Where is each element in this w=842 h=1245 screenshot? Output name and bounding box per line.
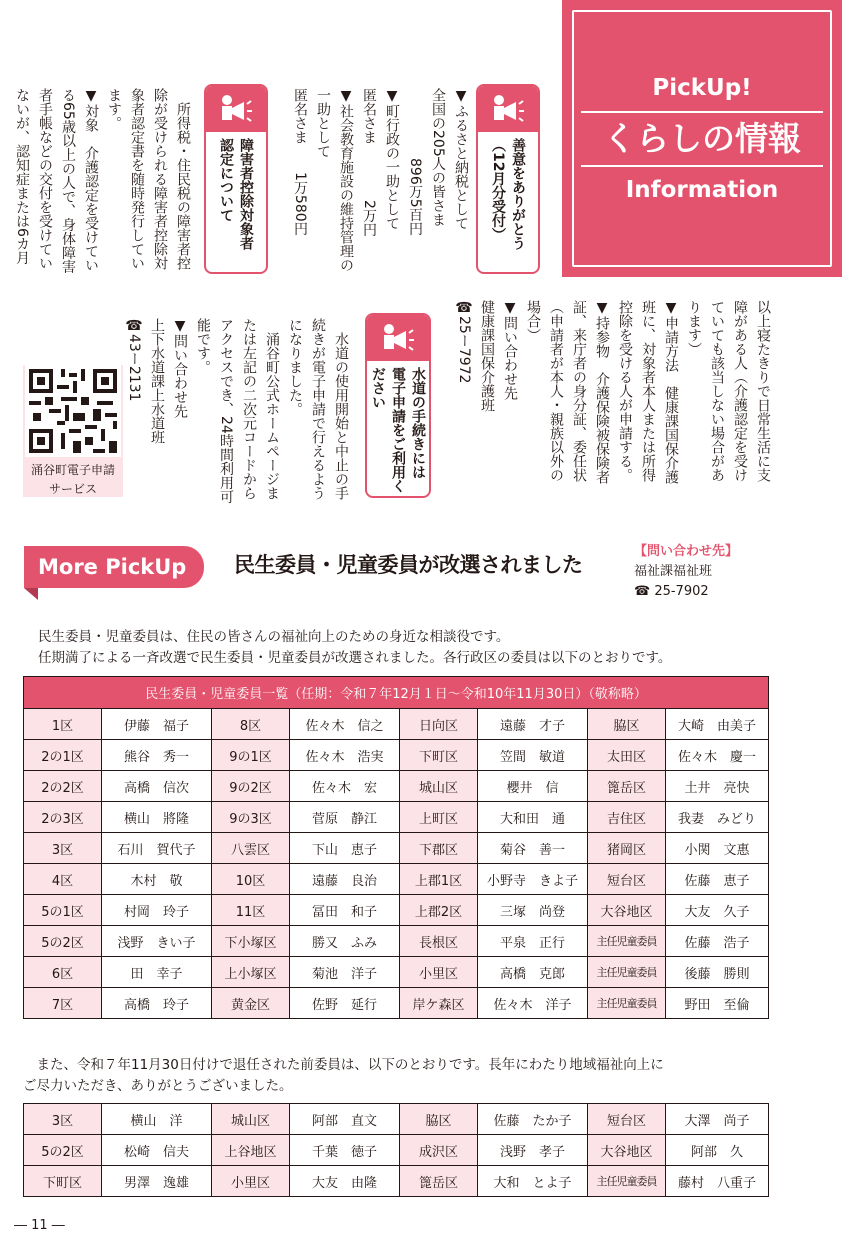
district-cell: 5の1区 [24, 895, 102, 926]
member-name-cell: 三塚 尚登 [478, 895, 588, 926]
member-name-cell: 遠藤 良治 [290, 864, 400, 895]
district-cell: 下町区 [24, 1166, 102, 1197]
member-name-cell: 平泉 正行 [478, 926, 588, 957]
table-row [24, 709, 769, 740]
disability-body: 所得税・住民税の障害者控 除が受けられる障害者控除対 象者認定書を随時発行してい ます。 ▼対象 介護認定を受けてい る65歳以上の人で、身体障害 者手帳などの交付を受けてい ないが、認知症または6カ月 [14, 88, 191, 274]
intro-line-1: 民生委員・児童委員は、住民の皆さんの福祉向上のための身近な相談役です。 [38, 629, 510, 645]
member-name-cell: 藤村 八重子 [666, 1166, 769, 1197]
member-name-cell: 野田 至倫 [666, 988, 769, 1019]
qr-code-block[interactable] [23, 365, 123, 497]
water-heading-box [365, 313, 431, 498]
water-body: 水道の使用開始と中止の手 続きが電子申請で行えるよう になりました。 涌谷町公式ホームページま たは左記の二次元コードから アクセスでき、24時間利用可 能です。 ▼問い合わせ先 上下水道課上水道班 ☎43ー2131 [126, 318, 349, 504]
donation-title: 善意をありがとう （12月分受付） [490, 138, 526, 250]
district-cell: 猪岡区 [588, 833, 666, 864]
member-name-cell: 高橋 玲子 [102, 988, 212, 1019]
district-cell: 上小塚区 [212, 957, 290, 988]
district-cell: 長根区 [400, 926, 478, 957]
member-name-cell: 阿部 久 [666, 1135, 769, 1166]
member-name-cell: 松崎 信夫 [102, 1135, 212, 1166]
table-row [24, 1135, 769, 1166]
donation-heading-box [476, 84, 540, 274]
page-number: ― 11 ― [14, 1218, 65, 1233]
district-cell: 大谷地区 [588, 1135, 666, 1166]
district-cell: 1区 [24, 709, 102, 740]
district-cell: 小里区 [400, 957, 478, 988]
member-name-cell: 千葉 徳子 [290, 1135, 400, 1166]
district-cell: 3区 [24, 1104, 102, 1135]
district-cell: 2の1区 [24, 740, 102, 771]
table-row [24, 1166, 769, 1197]
member-name-cell: 大和田 通 [478, 802, 588, 833]
disability-title: 障害者控除対象者 認定について [218, 138, 254, 250]
district-cell: 6区 [24, 957, 102, 988]
district-cell: 7区 [24, 988, 102, 1019]
more-pickup-badge: More PickUp [24, 546, 204, 588]
member-name-cell: 男澤 逸雄 [102, 1166, 212, 1197]
megaphone-icon [206, 86, 266, 132]
member-name-cell: 佐々木 浩実 [290, 740, 400, 771]
district-cell: 上郡2区 [400, 895, 478, 926]
disability-heading-box [204, 84, 268, 274]
table-row [24, 926, 769, 957]
district-cell: 5の2区 [24, 926, 102, 957]
intro-line-2: 任期満了による一斉改選で民生委員・児童委員が改選されました。各行政区の委員は以下のとおりです。 [38, 650, 672, 666]
district-cell: 城山区 [212, 1104, 290, 1135]
member-name-cell: 笠間 敏道 [478, 740, 588, 771]
district-cell: 上町区 [400, 802, 478, 833]
outro-line-1: また、令和７年11月30日付けで退任された前委員は、以下のとおりです。長年にわたり地域福祉向上に [23, 1057, 664, 1073]
member-name-cell: 熊谷 秀一 [102, 740, 212, 771]
district-cell: 9の3区 [212, 802, 290, 833]
inquiry-heading: 【問い合わせ先】 [634, 544, 739, 559]
table-row [24, 988, 769, 1019]
district-cell: 太田区 [588, 740, 666, 771]
member-name-cell: 高橋 克郎 [478, 957, 588, 988]
member-name-cell: 佐藤 浩子 [666, 926, 769, 957]
district-cell: 主任児童委員 [588, 957, 666, 988]
qr-caption: 涌谷町電子申請 サービス [30, 463, 115, 496]
table-row [24, 957, 769, 988]
megaphone-icon [367, 315, 429, 361]
member-name-cell: 横山 洋 [102, 1104, 212, 1135]
table-caption-row [24, 677, 769, 709]
member-name-cell: 小野寺 きよ子 [478, 864, 588, 895]
member-name-cell: 菊谷 善一 [478, 833, 588, 864]
district-cell: 小里区 [212, 1166, 290, 1197]
district-cell: 2の2区 [24, 771, 102, 802]
district-cell: 主任児童委員 [588, 1166, 666, 1197]
member-name-cell: 田 幸子 [102, 957, 212, 988]
member-name-cell: 土井 亮快 [666, 771, 769, 802]
welfare-commissioner-table [23, 676, 769, 1019]
member-name-cell: 下山 恵子 [290, 833, 400, 864]
member-name-cell: 冨田 和子 [290, 895, 400, 926]
member-name-cell: 大崎 由美子 [666, 709, 769, 740]
disability-body-continued: 以上寝たきりで日常生活に支 障がある人（介護認定を受け ていても該当しない場合があ ります） ▼申請方法 健康課国保介護 班に、対象者本人または所得 控除を受ける人が申請する。 ▼持参物 介護保険被保険者 証、来庁者の身分証、委任状 （申請者が本人・親族以外の 場合） ▼問い合わせ先 健康課国保介護班 ☎25ー7972 [456, 300, 771, 484]
member-name-cell: 大和 とよ子 [478, 1166, 588, 1197]
megaphone-icon [478, 86, 538, 132]
district-cell: 8区 [212, 709, 290, 740]
member-name-cell: 浅野 きい子 [102, 926, 212, 957]
district-cell: 上郡1区 [400, 864, 478, 895]
table-row [24, 833, 769, 864]
member-name-cell: 佐藤 恵子 [666, 864, 769, 895]
member-name-cell: 遠藤 才子 [478, 709, 588, 740]
former-commissioner-table-body [24, 1104, 769, 1197]
member-name-cell: 後藤 勝則 [666, 957, 769, 988]
welfare-commissioner-table-body [24, 677, 769, 1019]
district-cell: 9の1区 [212, 740, 290, 771]
member-name-cell: 佐藤 たか子 [478, 1104, 588, 1135]
table-row [24, 771, 769, 802]
district-cell: 9の2区 [212, 771, 290, 802]
outro-line-2: ご尽力いただき、ありがとうございました。 [23, 1078, 293, 1094]
water-title: 水道の手続きには 電子申請をご利用く ださい [370, 367, 426, 493]
district-cell: 城山区 [400, 771, 478, 802]
member-name-cell: 大友 由隆 [290, 1166, 400, 1197]
member-name-cell: 伊藤 福子 [102, 709, 212, 740]
district-cell: 短台区 [588, 864, 666, 895]
member-name-cell: 佐々木 宏 [290, 771, 400, 802]
district-cell: 10区 [212, 864, 290, 895]
table-row [24, 864, 769, 895]
table-row [24, 1104, 769, 1135]
member-name-cell: 佐野 延行 [290, 988, 400, 1019]
district-cell: 3区 [24, 833, 102, 864]
district-cell: 脇区 [588, 709, 666, 740]
member-name-cell: 櫻井 信 [478, 771, 588, 802]
member-name-cell: 木村 敬 [102, 864, 212, 895]
district-cell: 岸ケ森区 [400, 988, 478, 1019]
member-name-cell: 浅野 孝子 [478, 1135, 588, 1166]
district-cell: 大谷地区 [588, 895, 666, 926]
district-cell: 日向区 [400, 709, 478, 740]
kurashi-title: くらしの情報 [581, 111, 823, 167]
pickup-header [562, 0, 842, 277]
member-name-cell: 高橋 信次 [102, 771, 212, 802]
member-name-cell: 阿部 直文 [290, 1104, 400, 1135]
member-name-cell: 佐々木 洋子 [478, 988, 588, 1019]
member-name-cell: 大澤 尚子 [666, 1104, 769, 1135]
district-cell: 成沢区 [400, 1135, 478, 1166]
district-cell: 黄金区 [212, 988, 290, 1019]
district-cell: 篦岳区 [588, 771, 666, 802]
pickup-frame [572, 10, 832, 267]
district-cell: 下小塚区 [212, 926, 290, 957]
district-cell: 主任児童委員 [588, 988, 666, 1019]
table-caption: 民生委員・児童委員一覧（任期：令和７年12月１日～令和10年11月30日）（敬称略） [24, 677, 769, 709]
inquiry-dept: 福祉課福祉班 [634, 564, 713, 579]
member-name-cell: 小関 文惠 [666, 833, 769, 864]
member-name-cell: 石川 賀代子 [102, 833, 212, 864]
former-commissioner-table [23, 1103, 769, 1197]
district-cell: 篦岳区 [400, 1166, 478, 1197]
district-cell: 主任児童委員 [588, 926, 666, 957]
member-name-cell: 佐々木 慶一 [666, 740, 769, 771]
district-cell: 下町区 [400, 740, 478, 771]
member-name-cell: 菅原 静江 [290, 802, 400, 833]
badge-fold [24, 588, 38, 600]
pickup-title: PickUp! [652, 74, 752, 101]
district-cell: 短台区 [588, 1104, 666, 1135]
more-pickup-title: 民生委員・児童委員が改選されました [234, 553, 583, 577]
table-row [24, 895, 769, 926]
district-cell: 脇区 [400, 1104, 478, 1135]
qr-code-icon[interactable] [25, 365, 121, 457]
district-cell: 2の3区 [24, 802, 102, 833]
member-name-cell: 勝又 ふみ [290, 926, 400, 957]
member-name-cell: 横山 將隆 [102, 802, 212, 833]
district-cell: 八雲区 [212, 833, 290, 864]
member-name-cell: 佐々木 信之 [290, 709, 400, 740]
inquiry-block [634, 542, 738, 602]
information-title: Information [625, 176, 779, 203]
member-name-cell: 菊池 洋子 [290, 957, 400, 988]
district-cell: 5の2区 [24, 1135, 102, 1166]
district-cell: 下郡区 [400, 833, 478, 864]
member-name-cell: 大友 久子 [666, 895, 769, 926]
inquiry-tel: ☎ 25-7902 [634, 584, 709, 599]
district-cell: 11区 [212, 895, 290, 926]
table-row [24, 740, 769, 771]
district-cell: 吉住区 [588, 802, 666, 833]
member-name-cell: 村岡 玲子 [102, 895, 212, 926]
member-name-cell: 我妻 みどり [666, 802, 769, 833]
district-cell: 上谷地区 [212, 1135, 290, 1166]
donation-body: ▼ふるさと納税として 全国の205人の皆さま 896万5百円 ▼町行政の一助として 匿名さま 2万円 ▼社会教育施設の維持管理の 一助として 匿名さま 1万580円 [292, 88, 469, 272]
table-row [24, 802, 769, 833]
district-cell: 4区 [24, 864, 102, 895]
